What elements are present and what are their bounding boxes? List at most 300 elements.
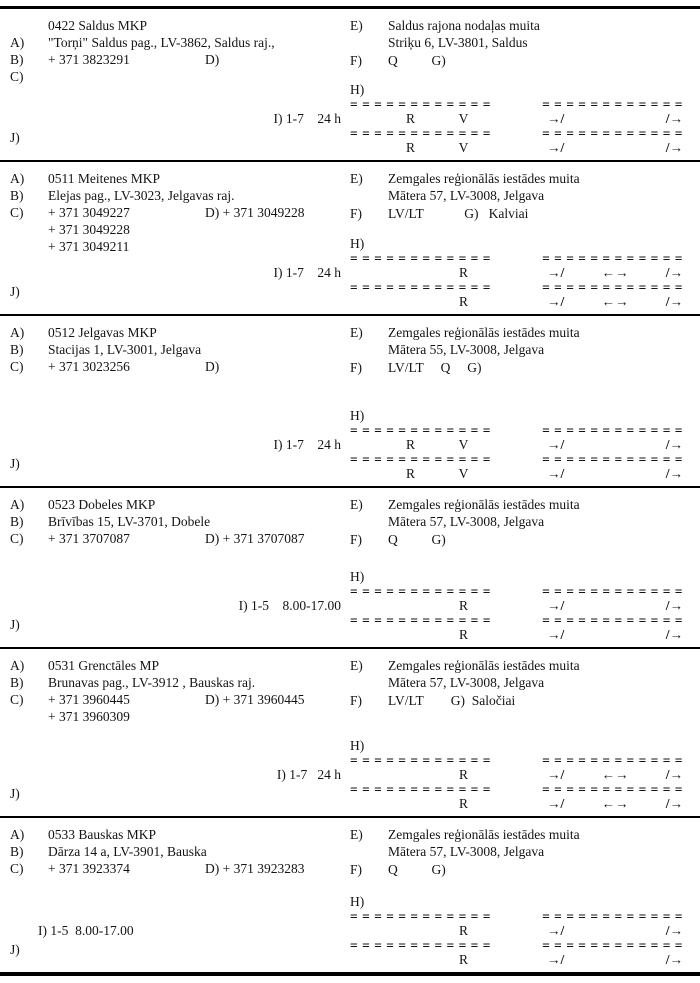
code-v-slot: R [458,598,468,613]
customs-office-list [0,6,700,976]
field-label: C) [10,69,24,84]
supervising-office-text [388,324,683,358]
traffic-arrows [547,111,683,127]
supervising-office-name: Zemgales reģionālās iestādes muita [388,827,580,842]
field-label: B) [10,844,24,859]
supervising-office-text [388,170,683,204]
working-hours-line: I) 1-7 24 h [273,437,341,452]
field-label-h: H) [350,236,365,251]
office-line-f [350,359,683,376]
field-text: + 371 3049228 [48,222,130,237]
office-line [10,826,345,843]
office-left-column [0,170,345,314]
office-line [10,496,345,513]
office-line-j [10,283,345,300]
customs-office-section [0,9,700,162]
supervising-office-address: Mātera 57, LV-3008, Jelgava [388,188,545,203]
traffic-codes-left [350,265,490,281]
office-right-column [345,17,700,160]
customs-office-section [0,649,700,818]
dash-rule: = = = = = = = = = = = = [350,98,491,111]
field-d-value [205,170,345,187]
dash-rule: = = = = = = = = = = = = [350,585,491,598]
spacer [10,547,345,597]
supervising-office-name: Saldus rajona nodaļas muita [388,18,540,33]
spacer [350,709,683,737]
customs-office-section [0,818,700,976]
field-d-value [205,221,345,238]
arrow-in-icon: /→ [665,598,683,613]
field-text: + 371 3923374 [48,861,130,876]
arrow-out-icon: →/ [547,437,565,452]
dash-rule: = = = = = = = = = = = = [350,910,491,923]
traffic-codes-left [350,140,490,156]
dash-rule: = = = = = = = = = = = = [350,281,491,294]
field-text [48,68,205,85]
office-line [10,341,345,358]
dash-rule: = = = = = = = = = = = = [542,614,683,627]
field-label-h: H) [350,408,365,423]
code-r-slot: R [405,466,415,481]
traffic-arrows [547,796,683,812]
supervising-office-block [350,657,683,691]
spacer [10,725,345,766]
customs-office-section [0,316,700,488]
office-right-column [345,496,700,647]
office-line [10,708,345,725]
field-label: B) [10,188,24,203]
field-label-e: E) [350,325,363,340]
traffic-arrows [547,627,683,643]
code-r-slot [384,598,437,614]
field-label-j: J) [10,284,20,299]
supervising-office-address: Striķu 6, LV-3801, Saldus [388,35,528,50]
dash-rule: = = = = = = = = = = = = [542,585,683,598]
code-v-slot: R [458,952,468,967]
arrow-in-icon: /→ [665,437,683,452]
dash-rule: = = = = = = = = = = = = [542,98,683,111]
traffic-codes-left [350,952,490,968]
field-f-value: Q G) [388,53,446,68]
supervising-office-block [350,496,683,530]
field-label-j: J) [10,617,20,632]
arrow-out-icon: →/ [547,796,565,811]
separator-dashes-row [350,939,683,952]
field-d-value [205,238,345,255]
supervising-office-name: Zemgales reģionālās iestādes muita [388,658,580,673]
dash-rule: = = = = = = = = = = = = [542,252,683,265]
office-line [10,674,345,691]
office-line-j [10,455,345,472]
spacer [10,375,345,436]
supervising-office-address: Mātera 57, LV-3008, Jelgava [388,675,545,690]
separator-dashes-row [350,910,683,923]
field-d-value: D) + 371 3923283 [205,861,305,876]
office-line [10,204,345,221]
field-d-value [210,513,345,530]
office-right-column [345,826,700,972]
field-label-f: F) [350,862,363,877]
field-label-j: J) [10,786,20,801]
office-left-column [0,826,345,972]
separator-dashes-row [350,127,683,140]
office-left-column [0,324,345,486]
code-r-slot [384,627,437,643]
dash-rule: = = = = = = = = = = = = [350,939,491,952]
separator-dashes-row [350,783,683,796]
arrow-in-icon: /→ [665,796,683,811]
arrow-out-icon: →/ [547,466,565,481]
arrow-out-icon: →/ [547,923,565,938]
arrow-both-icon: ←→ [601,265,629,280]
code-v-slot: V [458,140,469,155]
arrow-both-icon: ←→ [601,796,629,811]
code-r-slot [384,796,437,812]
traffic-codes-left [350,437,490,453]
field-text: + 371 3707087 [48,531,130,546]
field-d-value: D) [205,359,220,374]
field-label: A) [10,658,25,673]
arrow-in-icon: /→ [665,952,683,967]
field-d-value: D) [205,52,220,67]
arrow-in-icon: /→ [665,767,683,782]
supervising-office-text [388,826,683,860]
arrow-in-icon: /→ [665,923,683,938]
field-label: A) [10,827,25,842]
supervising-office-name: Zemgales reģionālās iestādes muita [388,171,580,186]
field-label [10,221,48,238]
field-d-value [205,826,345,843]
separator-dashes-row [350,453,683,466]
traffic-codes-row [350,923,683,939]
arrow-out-icon: →/ [547,598,565,613]
dash-rule: = = = = = = = = = = = = [542,754,683,767]
traffic-codes-left [350,923,490,939]
office-left-column [0,657,345,816]
separator-dashes-row [350,281,683,294]
field-label: B) [10,675,24,690]
supervising-office-address: Mātera 57, LV-3008, Jelgava [388,844,545,859]
dash-rule: = = = = = = = = = = = = [350,614,491,627]
dash-rule: = = = = = = = = = = = = [542,424,683,437]
code-r-slot: R [405,140,415,155]
supervising-office-block [350,324,683,358]
supervising-office-block [350,17,683,51]
spacer [350,222,683,235]
traffic-codes-row [350,111,683,127]
field-d-value: D) + 371 3049228 [205,205,305,220]
field-text: Stacijas 1, LV-3001, Jelgava [48,342,202,357]
dash-rule: = = = = = = = = = = = = [542,910,683,923]
arrow-out-icon: →/ [547,140,565,155]
arrow-in-icon: /→ [665,466,683,481]
office-line-j [10,941,345,958]
traffic-arrows [547,466,683,482]
field-label: C) [10,205,24,220]
spacer [350,548,683,568]
office-line-f [350,861,683,878]
field-label-h: H) [350,894,365,909]
traffic-codes-row [350,466,683,482]
code-r-slot [384,952,437,968]
office-line [10,34,345,51]
field-d-value [205,324,345,341]
field-label: C) [10,692,24,707]
working-hours-line: I) 1-5 8.00-17.00 [38,923,134,938]
arrow-out-icon: →/ [547,294,565,309]
separator-dashes-row [350,585,683,598]
office-right-column [345,324,700,486]
spacer [350,69,683,81]
arrow-in-icon: /→ [665,294,683,309]
office-line [10,860,345,877]
field-text: Brunavas pag., LV-3912 , Bauskas raj. [48,675,256,690]
code-r-slot: R [405,111,415,126]
field-d-value [205,68,345,85]
traffic-codes-row [350,767,683,783]
traffic-codes-left [350,466,490,482]
office-line-f [350,692,683,709]
arrow-out-icon: →/ [547,952,565,967]
traffic-arrows [547,437,683,453]
code-v-slot: R [458,796,468,811]
code-r-slot [384,923,437,939]
office-line-f [350,205,683,222]
code-v-slot: R [458,627,468,642]
traffic-codes-left [350,796,490,812]
supervising-office-address: Mātera 55, LV-3008, Jelgava [388,342,545,357]
field-d-value [205,657,345,674]
field-label-h: H) [350,569,365,584]
code-v-slot: V [458,111,469,126]
field-d-value [205,17,345,34]
field-text: + 371 3049227 [48,205,130,220]
office-line-f [350,52,683,69]
field-text: Brīvības 15, LV-3701, Dobele [48,514,211,529]
traffic-codes-left [350,294,490,310]
field-label: C) [10,359,24,374]
dash-rule: = = = = = = = = = = = = [542,783,683,796]
supervising-office-text [388,17,683,51]
field-d-value: D) + 371 3960445 [205,692,305,707]
spacer [350,376,683,407]
field-d-value [207,843,345,860]
traffic-codes-row [350,952,683,968]
dash-rule: = = = = = = = = = = = = [350,127,491,140]
field-text: + 371 3823291 [48,52,130,67]
office-left-column [0,496,345,647]
field-label [10,238,48,255]
field-f-value: Q G) [388,862,446,877]
office-line [10,221,345,238]
dash-rule: = = = = = = = = = = = = [350,252,491,265]
traffic-codes-row [350,437,683,453]
field-text: Dārza 14 a, LV-3901, Bauska [48,844,207,859]
spacer [10,877,345,922]
separator-dashes-row [350,614,683,627]
arrow-out-icon: →/ [547,627,565,642]
field-label-j: J) [10,456,20,471]
field-label: B) [10,52,24,67]
field-d-value [205,708,345,725]
working-hours-line: I) 1-7 24 h [273,111,341,126]
traffic-arrows [547,140,683,156]
dash-rule: = = = = = = = = = = = = [542,281,683,294]
arrow-both-icon: ←→ [601,767,629,782]
field-text: 0523 Dobeles MKP [48,497,156,512]
code-v-slot: R [458,767,468,782]
field-d-value: D) + 371 3707087 [205,531,305,546]
supervising-office-address: Mātera 57, LV-3008, Jelgava [388,514,545,529]
field-f-value: Q G) [388,532,446,547]
field-label-e: E) [350,497,363,512]
field-text: Elejas pag., LV-3023, Jelgavas raj. [48,188,235,203]
office-right-column [345,170,700,314]
field-text: 0511 Meitenes MKP [48,171,160,186]
office-line-f [350,531,683,548]
office-line [10,51,345,68]
traffic-arrows [547,598,683,614]
field-label: A) [10,497,25,512]
code-r-slot [384,294,437,310]
office-line [10,238,345,255]
traffic-codes-row [350,294,683,310]
traffic-arrows [547,952,683,968]
dash-rule: = = = = = = = = = = = = [542,127,683,140]
customs-office-section [0,162,700,316]
field-f-value: LV/LT G) Kalviai [388,206,529,221]
office-line [10,691,345,708]
separator-dashes-row [350,424,683,437]
supervising-office-text [388,496,683,530]
field-label-f: F) [350,532,363,547]
dash-rule: = = = = = = = = = = = = [350,783,491,796]
field-text: 0533 Bauskas MKP [48,827,157,842]
field-text: 0512 Jelgavas MKP [48,325,157,340]
dash-rule: = = = = = = = = = = = = [542,453,683,466]
office-left-column [0,17,345,160]
field-text: 0531 Grenctāles MP [48,658,159,673]
traffic-codes-row [350,140,683,156]
traffic-codes-row [350,627,683,643]
office-right-column [345,657,700,816]
field-f-value: LV/LT Q G) [388,360,482,375]
office-line [10,358,345,375]
field-d-value [234,187,345,204]
field-label-f: F) [350,206,363,221]
arrow-out-icon: →/ [547,265,565,280]
office-line-j [10,616,345,633]
field-label-e: E) [350,171,363,186]
field-label-f: F) [350,53,363,68]
field-label: A) [10,35,25,50]
office-line [10,68,345,85]
field-label: A) [10,171,25,186]
code-v-slot: R [458,923,468,938]
field-label: C) [10,531,24,546]
office-line [10,513,345,530]
field-d-value [205,341,345,358]
spacer [350,878,683,893]
field-f-value: LV/LT G) Saločiai [388,693,516,708]
office-line [10,530,345,547]
field-label-e: E) [350,658,363,673]
traffic-arrows [547,923,683,939]
office-line [10,170,345,187]
field-label: B) [10,342,24,357]
separator-dashes-row [350,98,683,111]
arrow-in-icon: /→ [665,111,683,126]
field-label-e: E) [350,827,363,842]
field-text: + 371 3960309 [48,709,130,724]
spacer [10,85,345,110]
field-label [10,708,48,725]
field-label-e: E) [350,18,363,33]
arrow-both-icon: ←→ [601,294,629,309]
traffic-codes-left [350,767,490,783]
field-label-j: J) [10,942,20,957]
supervising-office-name: Zemgales reģionālās iestādes muita [388,497,580,512]
traffic-codes-row [350,598,683,614]
traffic-codes-left [350,111,490,127]
arrow-in-icon: /→ [665,265,683,280]
field-text: + 371 3049211 [48,239,130,254]
spacer [10,255,345,264]
code-r-slot [384,265,437,281]
dash-rule: = = = = = = = = = = = = [350,453,491,466]
field-label-h: H) [350,82,365,97]
office-line [10,187,345,204]
traffic-codes-row [350,796,683,812]
field-label-j: J) [10,130,20,145]
working-hours-line: I) 1-7 24 h [273,265,341,280]
traffic-arrows [547,265,683,281]
traffic-codes-left [350,627,490,643]
office-line-j [10,785,345,802]
code-v-slot: V [458,466,469,481]
field-label-f: F) [350,693,363,708]
code-v-slot: V [458,437,469,452]
field-d-value [255,674,345,691]
separator-dashes-row [350,252,683,265]
field-label [10,17,48,34]
working-hours-line: I) 1-7 24 h [276,767,341,782]
office-line [10,324,345,341]
office-line [10,843,345,860]
supervising-office-name: Zemgales reģionālās iestādes muita [388,325,580,340]
supervising-office-text [388,657,683,691]
field-d-value [275,34,345,51]
dash-rule: = = = = = = = = = = = = [350,424,491,437]
traffic-arrows [547,767,683,783]
field-text: + 371 3023256 [48,359,130,374]
office-line-j [10,129,345,146]
field-label: B) [10,514,24,529]
code-v-slot: R [458,294,468,309]
traffic-arrows [547,294,683,310]
code-r-slot: R [405,437,415,452]
field-label-h: H) [350,738,365,753]
supervising-office-block [350,170,683,204]
field-label: A) [10,325,25,340]
dash-rule: = = = = = = = = = = = = [542,939,683,952]
arrow-in-icon: /→ [665,627,683,642]
arrow-in-icon: /→ [665,140,683,155]
code-v-slot: R [458,265,468,280]
separator-dashes-row [350,754,683,767]
arrow-out-icon: →/ [547,767,565,782]
traffic-codes-left [350,598,490,614]
